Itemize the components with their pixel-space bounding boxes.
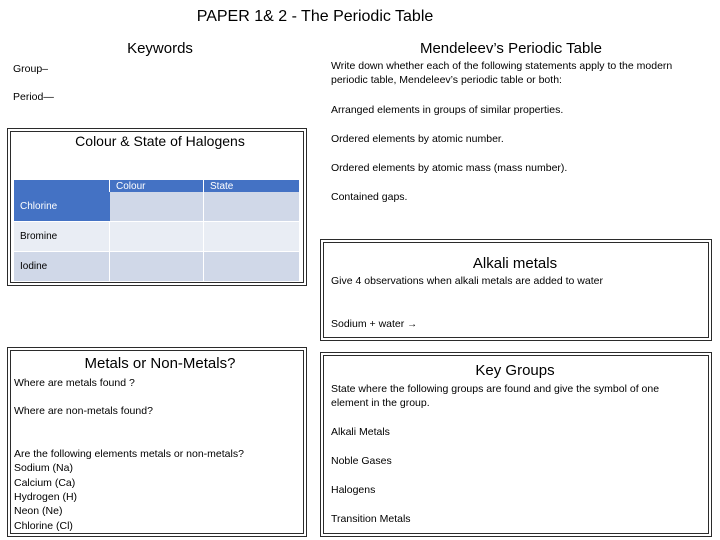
reaction-text: Sodium + water bbox=[331, 318, 405, 330]
metals-q3: Are the following elements metals or non-metals? bbox=[14, 448, 244, 460]
chlorine-colour-cell[interactable] bbox=[110, 192, 204, 222]
key-groups-instruction: State where the following groups are found and give the symbol of one element in the group. bbox=[331, 383, 660, 409]
chlorine-state-cell[interactable] bbox=[204, 192, 299, 222]
chlorine-label: Chlorine bbox=[14, 192, 110, 222]
metals-q1: Where are metals found ? bbox=[14, 377, 135, 389]
iodine-label: Iodine bbox=[14, 252, 110, 282]
alkali-heading: Alkali metals bbox=[472, 255, 558, 272]
colour-column-header: Colour bbox=[110, 180, 204, 192]
keywords-heading: Keywords bbox=[127, 40, 193, 57]
metals-heading: Metals or Non-Metals? bbox=[84, 355, 236, 372]
iodine-colour-cell[interactable] bbox=[110, 252, 204, 282]
halogens-table bbox=[14, 180, 299, 282]
group-item: Halogens bbox=[331, 484, 376, 496]
mendeleev-statement: Arranged elements in groups of similar properties. bbox=[331, 104, 564, 116]
bromine-colour-cell[interactable] bbox=[110, 222, 204, 252]
page-title: PAPER 1& 2 - The Periodic Table bbox=[196, 8, 434, 25]
element-item: Chlorine (Cl) bbox=[14, 520, 73, 532]
group-item: Alkali Metals bbox=[331, 426, 390, 438]
element-item: Neon (Ne) bbox=[14, 505, 63, 517]
mendeleev-instruction: Write down whether each of the following statements apply to the modern periodic table, Mendeleev’s periodic table or both: bbox=[331, 60, 673, 86]
iodine-state-cell[interactable] bbox=[204, 252, 299, 282]
group-label: Group– bbox=[13, 63, 49, 75]
sodium-reaction bbox=[331, 317, 417, 332]
mendeleev-statement: Ordered elements by atomic mass (mass number). bbox=[331, 162, 568, 174]
key-groups-heading: Key Groups bbox=[475, 362, 555, 379]
bromine-state-cell[interactable] bbox=[204, 222, 299, 252]
group-item: Transition Metals bbox=[331, 513, 411, 525]
alkali-instruction: Give 4 observations when alkali metals are added to water bbox=[331, 275, 603, 287]
key-groups-box bbox=[320, 352, 712, 537]
mendeleev-statement: Contained gaps. bbox=[331, 191, 408, 203]
metals-q2: Where are non-metals found? bbox=[14, 405, 153, 417]
group-item: Noble Gases bbox=[331, 455, 392, 467]
halogens-heading: Colour & State of Halogens bbox=[75, 133, 245, 149]
mendeleev-statement: Ordered elements by atomic number. bbox=[331, 133, 504, 145]
element-item: Sodium (Na) bbox=[14, 462, 73, 474]
element-item: Hydrogen (H) bbox=[14, 491, 78, 503]
period-label: Period— bbox=[13, 91, 54, 103]
element-item: Calcium (Ca) bbox=[14, 477, 76, 489]
mendeleev-heading: Mendeleev’s Periodic Table bbox=[419, 40, 603, 57]
state-column-header: State bbox=[204, 180, 299, 192]
arrow-icon: → bbox=[407, 319, 418, 330]
bromine-label: Bromine bbox=[14, 222, 110, 252]
